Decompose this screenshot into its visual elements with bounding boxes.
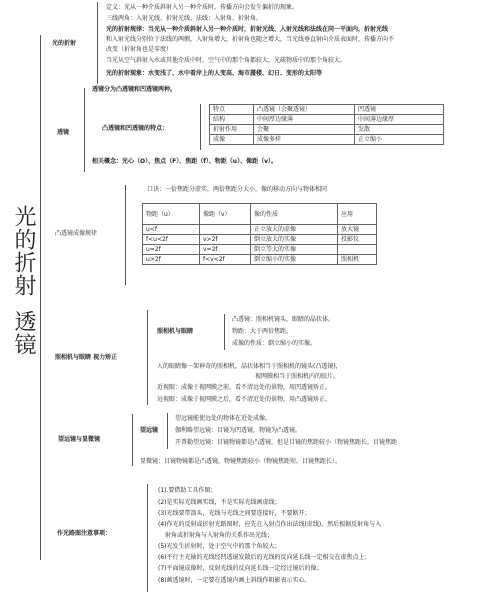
table-row: u>2f f<v<2f 倒立缩小的实像 照相机 [143, 255, 377, 265]
table-row: 折射作用 会聚 发散 [210, 125, 444, 135]
table-row: 物距（u） 像距（v） 像的性质 应用 [143, 204, 377, 225]
note-item: (3)光线要带箭头，光线与光线之间要连接好，不要断开； [158, 510, 311, 517]
lens-feature-table [209, 104, 444, 145]
refraction-label: 光的折射 [52, 40, 77, 47]
camera-line-3: 成像的性质：倒立缩小的实像。 [232, 340, 317, 347]
note-item: (5)光发生折射时，处于空气中的那个角较大； [158, 543, 281, 550]
camera-line-1: 凸透镜：照相机镜头，眼睛的晶状体。 [232, 316, 335, 323]
camera-label: 照相机与眼睛 [157, 328, 194, 335]
tele-brace [167, 413, 168, 449]
note-item: 射角或折射角与入射角的关系作出光线； [165, 532, 274, 539]
tele-label: 望远镜 [140, 427, 159, 434]
table-row: 结构 中间厚边缘薄 中间薄边缘厚 [210, 115, 444, 125]
lens-brace [84, 88, 85, 172]
imaging-table [142, 203, 377, 265]
tele-line-2: 伽利略望远镜：目镜为凹透镜，物镜为凸透镜。 [175, 427, 302, 434]
refraction-definition: 定义：光从一种介质斜射入另一种介质时，传播方向会发生偏折的现象。 [106, 4, 299, 11]
note-item: (6)平行主光轴的光线经凹透镜发散后的光线的反向延长线一定相交在虚焦点上； [158, 554, 371, 561]
note-item: (8)画透镜时，一定要在透镜内画上斜线作阴影表示实心。 [158, 577, 311, 584]
lens-features-label: 凸透镜和凹透镜的特点： [102, 125, 169, 132]
refraction-law-3: 改变（折射角也是零度） [106, 46, 173, 53]
lens-concepts: 相关概念：光心（O）、焦点（F）、焦距（f）、物距（u）、像距（v）。 [92, 158, 277, 165]
main-title-lens: 透镜 [11, 310, 36, 356]
microscope-text: 显微镜：目镜物镜都是凸透镜，物镜焦距较小（物镜焦距短，目镜焦距长）。 [140, 458, 342, 465]
telescope-label: 望远镜与显微镜 [58, 436, 101, 443]
camera-line-2: 物距：大于两倍焦距。 [232, 328, 293, 335]
table-row: u=2f v=2f 倒立等大的实像 [143, 245, 377, 255]
notes-label: 作光路图注意事项： [57, 530, 112, 537]
table-row: 特点 凸透镜（会聚透镜） 凹透镜 [210, 105, 444, 115]
refraction-phenomena: 光的折射现象：水变浅了、水中看岸上的人变高、海市蜃楼、幻日、变形的太阳等 [106, 70, 323, 77]
camera-brace [224, 314, 225, 350]
hyperopia-text: 远视眼：成像于视网膜之后，看不清近处的景物，用凸透镜矫正。 [157, 396, 332, 403]
tele-line-3: 开普勒望远镜：目镜物镜都是凸透镜，但是目镜的焦距较小（物镜焦距长，目镜焦距 [175, 439, 398, 446]
table-row: 成像 成像多样 正立缩小 [210, 135, 444, 145]
table-row: f<u<2f v>2f 倒立放大的实像 投影仪 [143, 235, 377, 245]
imaging-label: 凸透镜成像规律 [55, 230, 98, 237]
refraction-brace [97, 2, 98, 84]
myopia-text: 近视眼：成像于视网膜之前，看不清远处的景物，用凹透镜矫正。 [157, 384, 332, 391]
imaging-brace [125, 185, 126, 285]
camera-eye-brace [147, 310, 148, 405]
refraction-law-2: 和入射光线分别位于法线的两侧，入射角增大，折射角也随之增大，当光线垂直射向介质表面时，传播方向不 [106, 36, 395, 43]
lens-types: 透镜分为凸透镜和凹透镜两种。 [92, 86, 177, 93]
refraction-three-lines: 三线两角：入射光线、折射光线、法线；入射角、折射角。 [106, 15, 263, 22]
note-item: (1).要借助工具作图； [158, 487, 217, 494]
imaging-mnemonic: 口诀：一倍焦距分虚实，两倍焦距分大小，像的移动方向与物体相同 [147, 186, 328, 193]
tele-line-1: 望远镜能使远处的物体在近处成像。 [175, 415, 272, 422]
telescope-brace [132, 414, 133, 466]
note-item: (7)平面镜成像时，反射光线的反向延长线一定经过镜后的像； [158, 565, 323, 572]
eye-line-2: 视网膜相当于照相机内的胶片。 [255, 373, 340, 380]
note-item: (4)作光的反射或折射光路图时，应先在入射点作出法线(虚线)，然后根据反射角与入 [158, 521, 382, 528]
note-item: (2)是实际光线画实线，不是实际光线画虚线； [158, 499, 281, 506]
lens-table-brace [200, 104, 201, 150]
refraction-law-1: 光的折射规律：当光从一种介质斜射入另一种介质时，折射光线、入射光线和法线在同一平面内，折射光线 [106, 26, 389, 33]
refraction-law-4: 当光从空气斜射入水或其他介质中时，空气中的那个角都较大，光疏物质中的那个角较大。 [106, 57, 347, 64]
main-brace [40, 35, 41, 560]
table-row: u<f 正立放大的虚像 放大镜 [143, 225, 377, 235]
eye-line-1: 人的眼睛像一架神奇的照相机，晶状体相当于照相机的镜头(凸透镜)， [157, 363, 342, 370]
lens-label: 透镜 [57, 129, 70, 136]
main-title-refraction: 光的折射 [11, 205, 36, 297]
camera-eye-label: 照相机与眼睛 视力矫正 [55, 354, 118, 361]
notes-brace [147, 484, 148, 592]
